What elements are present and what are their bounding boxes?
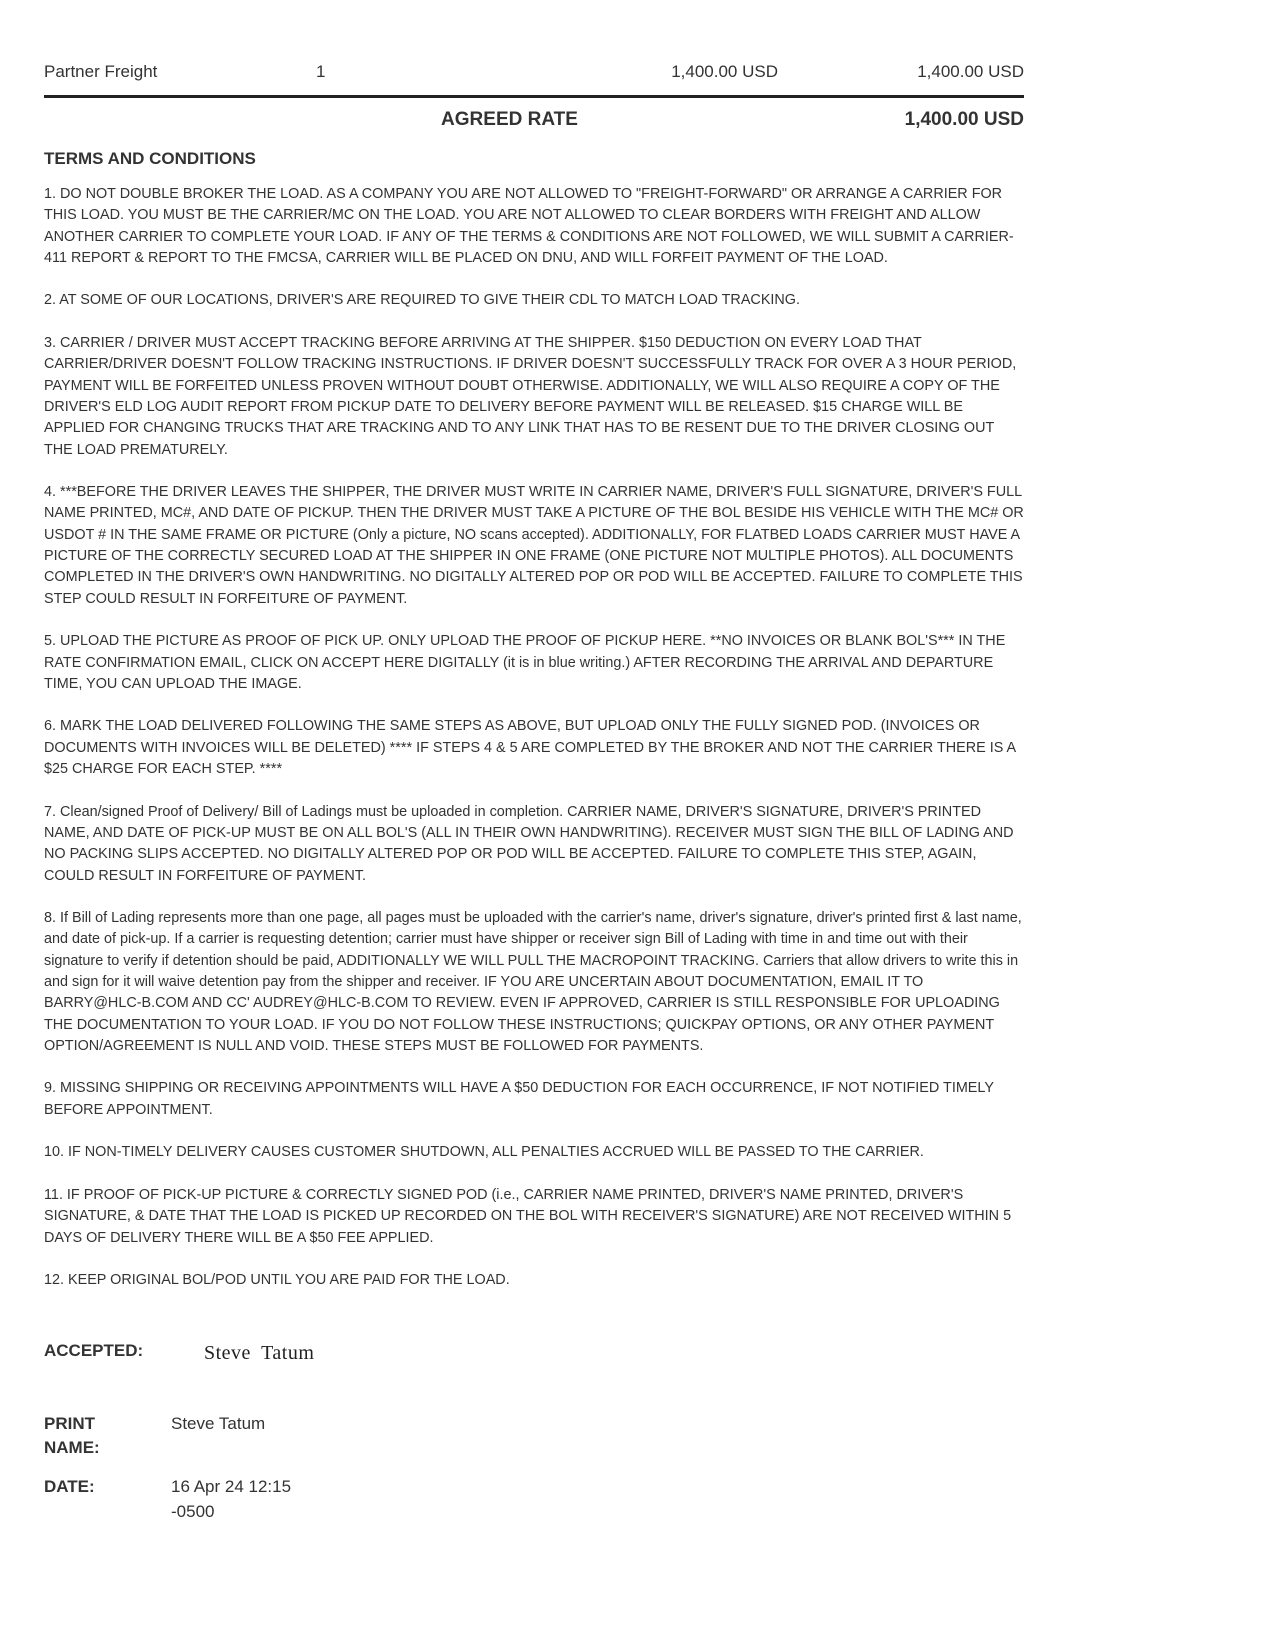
line-item-rate: 1,400.00 USD xyxy=(671,62,778,81)
date-label: DATE: xyxy=(44,1477,95,1496)
accepted-label: ACCEPTED: xyxy=(44,1341,144,1360)
term-item: 11. IF PROOF OF PICK-UP PICTURE & CORRECTLY SIGNED POD (i.e., CARRIER NAME PRINTED, DRIVER'S NAME PRINTED, DRIVER'S SIGNATURE, & DATE THAT THE LOAD IS PICKED UP RECORDED ON THE BOL WITH RECEIVER'S SIGNATURE) ARE NOT RECEIVED WITHIN 5 DAYS OF DELIVERY THERE WILL BE A $50 FEE APPLIED. xyxy=(44,1186,1012,1246)
divider xyxy=(44,95,1024,98)
print-name-label-line1: PRINT xyxy=(44,1414,95,1433)
term-item: 5. UPLOAD THE PICTURE AS PROOF OF PICK UP. ONLY UPLOAD THE PROOF OF PICKUP HERE. **NO INVOICES OR BLANK BOL'S*** IN THE RATE CONFIRMATION EMAIL, CLICK ON ACCEPT HERE DIGITALLY (it is in blue writing.) AFTER RECORDING THE ARRIVAL AND DEPARTURE TIME, YOU CAN UPLOAD THE IMAGE. xyxy=(44,633,1006,692)
agreed-rate-label: AGREED RATE xyxy=(441,109,578,130)
term-item: 1. DO NOT DOUBLE BROKER THE LOAD. AS A COMPANY YOU ARE NOT ALLOWED TO "FREIGHT-FORWARD" OR ARRANGE A CARRIER FOR THIS LOAD. YOU MUST BE THE CARRIER/MC ON THE LOAD. YOU ARE NOT ALLOWED TO CLEAR BORDERS WITH FREIGHT AND ALLOW ANOTHER CARRIER TO COMPLETE YOUR LOAD. IF ANY OF THE TERMS & CONDITIONS ARE NOT FOLLOWED, WE WILL SUBMIT A CARRIER-411 REPORT & REPORT TO THE FMCSA, CARRIER WILL BE PLACED ON DNU, AND WILL FORFEIT PAYMENT OF THE LOAD. xyxy=(44,186,1014,266)
line-item-total: 1,400.00 USD xyxy=(917,62,1024,81)
terms-title: TERMS AND CONDITIONS xyxy=(44,149,256,168)
print-name-label-line2: NAME: xyxy=(44,1438,100,1457)
agreed-rate-value: 1,400.00 USD xyxy=(904,109,1024,130)
term-item: 2. AT SOME OF OUR LOCATIONS, DRIVER'S ARE REQUIRED TO GIVE THEIR CDL TO MATCH LOAD TRACKING. xyxy=(44,292,800,309)
signature: Steve Tatum xyxy=(204,1342,315,1364)
term-item: 10. IF NON-TIMELY DELIVERY CAUSES CUSTOMER SHUTDOWN, ALL PENALTIES ACCRUED WILL BE PASSED TO THE CARRIER. xyxy=(44,1144,924,1161)
date-value-line1: 16 Apr 24 12:15 xyxy=(171,1477,292,1496)
agreed-rate-row xyxy=(44,109,1024,135)
terms-list xyxy=(44,184,1024,1313)
term-item: 4. ***BEFORE THE DRIVER LEAVES THE SHIPPER, THE DRIVER MUST WRITE IN CARRIER NAME, DRIVER'S FULL SIGNATURE, DRIVER'S FULL NAME PRINTED, MC#, AND DATE OF PICKUP. THEN THE DRIVER MUST TAKE A PICTURE OF THE BOL BESIDE HIS VEHICLE WITH THE MC# OR USDOT # IN THE SAME FRAME OR PICTURE (Only a picture, NO scans accepted). ADDITIONALLY, FOR FLATBED LOADS CARRIER MUST HAVE A PICTURE OF THE CORRECTLY SECURED LOAD AT THE SHIPPER IN ONE FRAME (ONE PICTURE NOT MULTIPLE PHOTOS). ALL DOCUMENTS COMPLETED IN THE DRIVER'S OWN HANDWRITING. NO DIGITALLY ALTERED POP OR POD WILL BE ACCEPTED. FAILURE TO COMPLETE THIS STEP COULD RESULT IN FORFEITURE OF PAYMENT. xyxy=(44,484,1024,607)
date-value-line2: -0500 xyxy=(171,1502,215,1521)
term-item: 7. Clean/signed Proof of Delivery/ Bill of Ladings must be uploaded in completion. CARRIER NAME, DRIVER'S SIGNATURE, DRIVER'S PRINTED NAME, AND DATE OF PICK-UP MUST BE ON ALL BOL'S (ALL IN THEIR OWN HANDWRITING). RECEIVER MUST SIGN THE BILL OF LADING AND NO PACKING SLIPS ACCEPTED. NO DIGITALLY ALTERED POP OR POD WILL BE ACCEPTED. FAILURE TO COMPLETE THIS STEP, AGAIN, COULD RESULT IN FORFEITURE OF PAYMENT. xyxy=(44,803,1014,884)
print-name-value: Steve Tatum xyxy=(171,1414,266,1433)
term-item: 3. CARRIER / DRIVER MUST ACCEPT TRACKING BEFORE ARRIVING AT THE SHIPPER. $150 DEDUCTION ON EVERY LOAD THAT CARRIER/DRIVER DOESN'T FOLLOW TRACKING INSTRUCTIONS. IF DRIVER DOESN'T SUCCESSFULLY TRACK FOR OVER A 3 HOUR PERIOD, PAYMENT WILL BE FORFEITED UNLESS PROVEN WITHOUT DOUBT OTHERWISE. ADDITIONALLY, WE WILL ALSO REQUIRE A COPY OF THE DRIVER'S ELD LOG AUDIT REPORT FROM PICKUP DATE TO DELIVERY BEFORE PAYMENT WILL BE RELEASED. $15 CHARGE WILL BE APPLIED FOR CHANGING TRUCKS THAT ARE TRACKING AND TO ANY LINK THAT HAS TO BE RESENT DUE TO THE DRIVER CLOSING OUT THE LOAD PREMATURELY. xyxy=(44,335,1017,458)
term-item: 8. If Bill of Lading represents more than one page, all pages must be uploaded with the carrier's name, driver's signature, driver's printed first & last name, and date of pick-up. If a carrier is requesting detention; carrier must have shipper or receiver sign Bill of Lading with time in and time out with their signature to verify if detention should be paid, ADDITIONALLY WE WILL PULL THE MACROPOINT TRACKING. Carriers that allow drivers to write this in and sign for it will waive detention pay from the shipper and receiver. IF YOU ARE UNCERTAIN ABOUT DOCUMENTATION, EMAIL IT TO BARRY@HLC-B.COM AND CC' AUDREY@HLC-B.COM TO REVIEW. EVEN IF APPROVED, CARRIER IS STILL RESPONSIBLE FOR UPLOADING THE DOCUMENTATION TO YOUR LOAD. IF YOU DO NOT FOLLOW THESE INSTRUCTIONS; QUICKPAY OPTIONS, OR ANY OTHER PAYMENT OPTION/AGREEMENT IS NULL AND VOID. THESE STEPS MUST BE FOLLOWED FOR PAYMENTS. xyxy=(44,910,1022,1054)
line-item-row xyxy=(44,62,1024,86)
term-item: 12. KEEP ORIGINAL BOL/POD UNTIL YOU ARE PAID FOR THE LOAD. xyxy=(44,1272,510,1289)
line-item-description: Partner Freight xyxy=(44,62,158,81)
line-item-quantity: 1 xyxy=(316,62,326,81)
term-item: 9. MISSING SHIPPING OR RECEIVING APPOINTMENTS WILL HAVE A $50 DEDUCTION FOR EACH OCCURRENCE, IF NOT NOTIFIED TIMELY BEFORE APPOINTMENT. xyxy=(44,1080,994,1118)
term-item: 6. MARK THE LOAD DELIVERED FOLLOWING THE SAME STEPS AS ABOVE, BUT UPLOAD ONLY THE FULLY SIGNED POD. (INVOICES OR DOCUMENTS WITH INVOICES WILL BE DELETED) **** IF STEPS 4 & 5 ARE COMPLETED BY THE BROKER AND NOT THE CARRIER THERE IS A $25 CHARGE FOR EACH STEP. **** xyxy=(44,718,1016,778)
